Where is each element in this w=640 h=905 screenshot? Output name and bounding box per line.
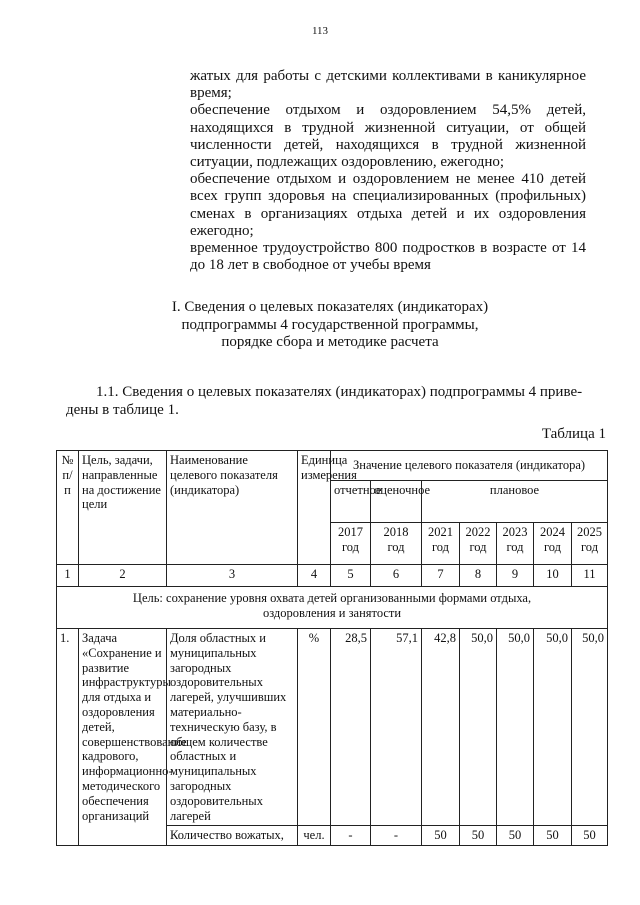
column-number: 10 <box>534 565 572 587</box>
header-year: 2023 год <box>497 523 534 565</box>
value-cell: 50,0 <box>460 629 497 826</box>
column-number: 7 <box>422 565 460 587</box>
column-number: 6 <box>371 565 422 587</box>
body-paragraph: жатых для работы с детскими коллективами в каникулярное время; <box>190 68 586 102</box>
column-number: 2 <box>79 565 167 587</box>
body-text <box>190 68 586 274</box>
section-heading-line: порядке сбора и методике расчета <box>221 334 439 350</box>
value-cell: 28,5 <box>331 629 371 826</box>
intro-paragraph <box>66 384 606 419</box>
unit-value: % <box>298 629 331 826</box>
body-paragraph: обеспечение отдыхом и оздоровлением не менее 410 детей всех групп здоровья на специализированных (профильных) сменах в организациях отдыха детей и их оздоровления ежегодно; <box>190 171 586 239</box>
header-year: 2021 год <box>422 523 460 565</box>
value-cell: 42,8 <box>422 629 460 826</box>
goal-row <box>57 587 608 629</box>
value-cell: 50 <box>497 826 534 846</box>
column-number: 1 <box>57 565 79 587</box>
value-cell: 50,0 <box>497 629 534 826</box>
section-heading <box>140 299 520 352</box>
task-text: Задача «Сохранение и развитие инфраструктуры для отдыха и оздоровления детей, совершенствование кадрового, информационно-методического обеспечения организаций <box>79 629 167 846</box>
indicator-name: Количество вожатых, <box>167 826 298 846</box>
value-cell: 50 <box>422 826 460 846</box>
table-caption: Таблица 1 <box>541 426 606 442</box>
column-number: 5 <box>331 565 371 587</box>
column-number: 4 <box>298 565 331 587</box>
column-number: 11 <box>572 565 608 587</box>
header-estimated: оценочное <box>371 481 422 523</box>
task-number: 1. <box>57 629 79 846</box>
goal-text: Цель: сохранение уровня охвата детей организованными формами отдыха, оздоровления и занятости <box>57 587 608 629</box>
value-cell: 50,0 <box>534 629 572 826</box>
intro-line: 1.1. Сведения о целевых показателях (индикаторах) подпрограммы 4 приве- <box>96 384 583 400</box>
header-unit: Единица измерения <box>298 451 331 565</box>
value-cell: - <box>371 826 422 846</box>
section-heading-line: подпрограммы 4 государственной программы, <box>181 316 479 333</box>
indicator-name: Доля областных и муниципальных загородных оздоровительных лагерей, улучшивших материально-техническую базу, в общем количестве областных и муниципальных загородных оздоровительных лагерей <box>167 629 298 826</box>
indicators-table <box>56 450 608 846</box>
value-cell: 50 <box>572 826 608 846</box>
header-goal: Цель, задачи, направленные на достижение цели <box>79 451 167 565</box>
header-year: 2024 год <box>534 523 572 565</box>
table-row <box>57 629 608 826</box>
header-year: 2018 год <box>371 523 422 565</box>
value-cell: 57,1 <box>371 629 422 826</box>
header-year: 2022 год <box>460 523 497 565</box>
header-year: 2025 год <box>572 523 608 565</box>
body-paragraph: временное трудоустройство 800 подростков в возрасте от 14 до 18 лет в свободное от учебы время <box>190 240 586 274</box>
section-heading-line: I. Сведения о целевых показателях (индикаторах) <box>171 299 489 315</box>
column-number: 9 <box>497 565 534 587</box>
value-cell: 50 <box>460 826 497 846</box>
header-value: Значение целевого показателя (индикатора) <box>331 451 608 481</box>
header-num: № п/п <box>57 451 79 565</box>
value-cell: 50 <box>534 826 572 846</box>
column-number: 3 <box>167 565 298 587</box>
value-cell: 50,0 <box>572 629 608 826</box>
value-cell: - <box>331 826 371 846</box>
intro-line: дены в таблице 1. <box>66 401 179 418</box>
header-indicator: Наименование целевого показателя (индикатора) <box>167 451 298 565</box>
header-reporting: отчетное <box>331 481 371 523</box>
page-number: 113 <box>311 25 329 37</box>
column-number-row <box>57 565 608 587</box>
header-planned: плановое <box>422 481 608 523</box>
header-year: 2017 год <box>331 523 371 565</box>
body-paragraph: обеспечение отдыхом и оздоровлением 54,5% детей, находящихся в трудной жизненной ситуации, от общей численности детей, находящихся в трудной жизненной ситуации, подлежащих оздоровлению, ежегодно; <box>190 102 586 171</box>
unit-value: чел. <box>298 826 331 846</box>
column-number: 8 <box>460 565 497 587</box>
